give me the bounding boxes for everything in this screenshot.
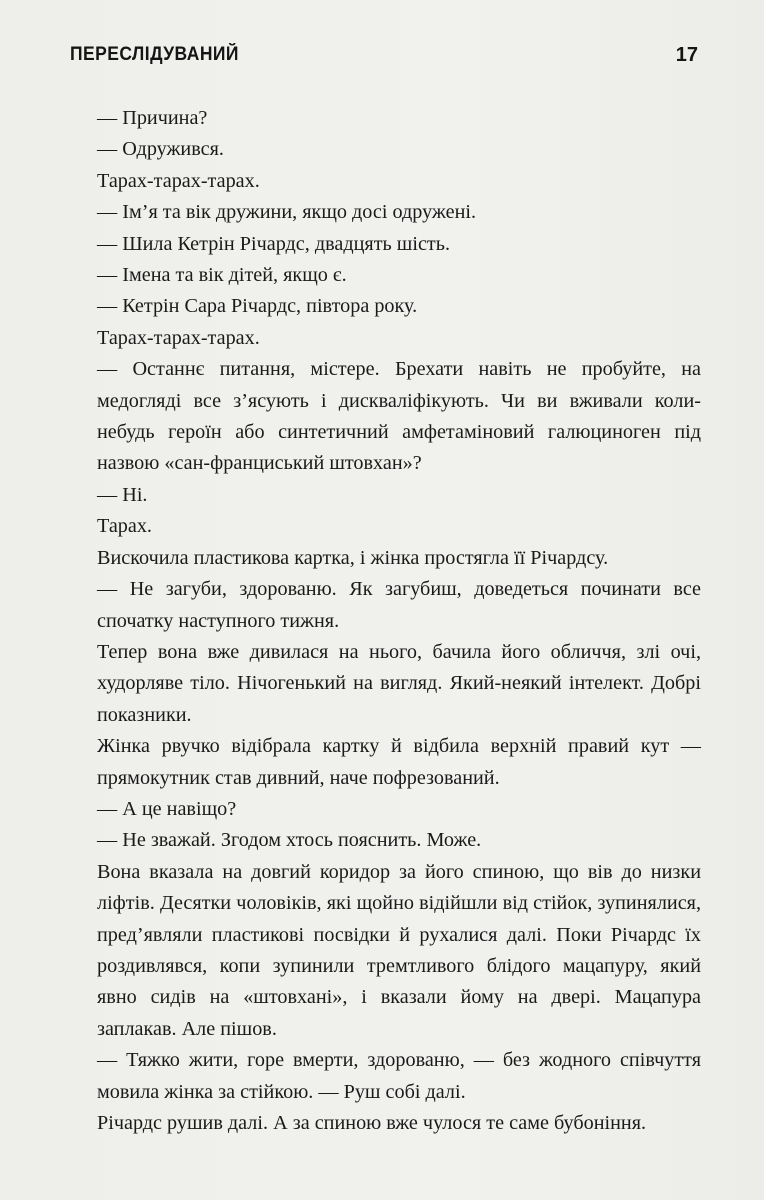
paragraph: Тепер вона вже дивилася на нього, бачила його обличчя, злі очі, худорляве тіло. Нічогенький на вигляд. Який-неякий інтелект. Добрі показники. xyxy=(97,640,701,726)
page-number: 17 xyxy=(675,44,698,66)
running-header-title: ПЕРЕСЛІДУВАНИЙ xyxy=(70,44,239,65)
paragraph: — Імена та вік дітей, якщо є. xyxy=(97,264,347,287)
paragraph: — Ні. xyxy=(97,483,148,506)
paragraph: — Тяжко жити, горе вмерти, здорованю, — без жодного співчуття мовила жінка за стійкою. — Руш собі далі. xyxy=(97,1049,701,1103)
paragraph: Річардс рушив далі. А за спиною вже чулося те саме бубоніння. xyxy=(97,1112,647,1134)
paragraph: — Не загуби, здорованю. Як загубиш, доведеться починати все спочатку наступного тижня. xyxy=(97,578,701,632)
paragraph: Тарах-тарах-тарах. xyxy=(97,326,260,349)
paragraph: Вона вказала на довгий коридор за його спиною, що вів до низки ліфтів. Десятки чоловіків, які щойно відійшли від стійок, зупинялися, пред’являли пластикові посвідки й рухалися далі. Поки Річардс їх роздивлявся, копи зупинили тремтливого блідого мацапуру, який явно сидів на «штовхані», і вказали йому на двері. Мацапура заплакав. Але пішов. xyxy=(97,860,701,1040)
body-text xyxy=(97,103,701,1139)
paragraph: — Останнє питання, містере. Брехати навіть не пробуйте, на медогляді все з’ясують і дискваліфікують. Чи ви вживали коли-небудь героїн або синтетичний амфетаміновий галюциноген під назвою «сан-франциський штовхан»? xyxy=(97,358,701,475)
paragraph: Вискочила пластикова картка, і жінка простягла її Річардсу. xyxy=(97,546,609,569)
paragraph: — Одружився. xyxy=(97,138,224,161)
paragraph: Тарах. xyxy=(97,515,152,538)
paragraph: — Ім’я та вік дружини, якщо досі одружені. xyxy=(97,201,477,224)
paragraph: — А це навіщо? xyxy=(97,797,237,820)
paragraph: — Не зважай. Згодом хтось пояснить. Може. xyxy=(97,829,482,852)
paragraph: Жінка рвучко відібрала картку й відбила верхній правий кут — прямокутник став дивний, наче пофрезований. xyxy=(97,735,701,789)
paragraph: — Шила Кетрін Річардс, двадцять шість. xyxy=(97,232,450,255)
paragraph: — Причина? xyxy=(97,107,208,129)
paragraph: Тарах-тарах-тарах. xyxy=(97,169,260,192)
paragraph: — Кетрін Сара Річардс, півтора року. xyxy=(97,295,418,318)
